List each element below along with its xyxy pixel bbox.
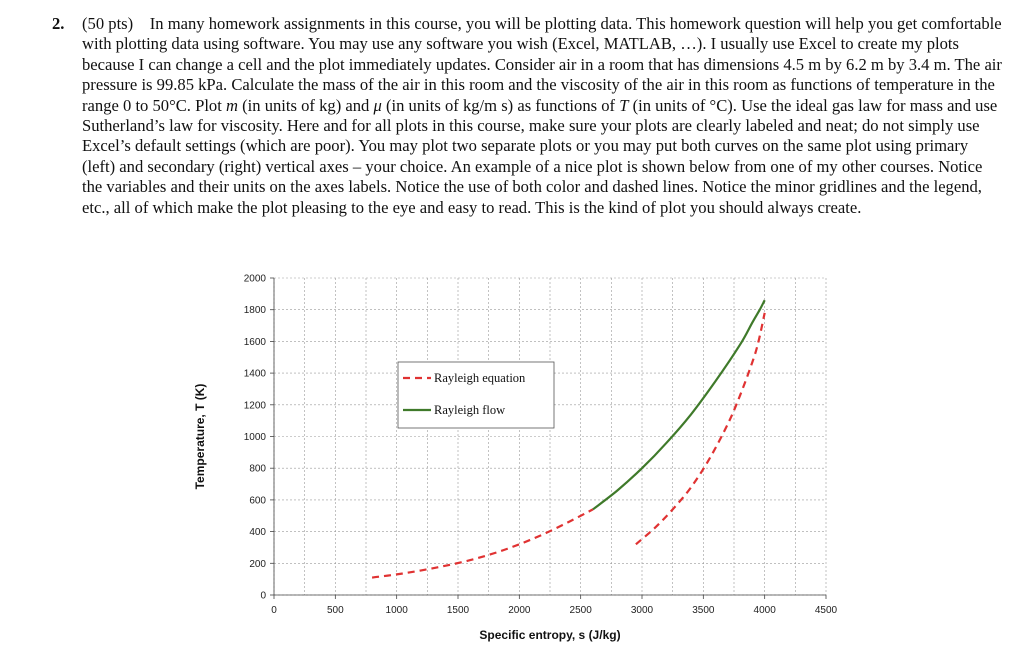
y-tick-label: 400 <box>249 527 266 539</box>
variable-m: m <box>226 95 238 115</box>
example-plot <box>190 264 850 646</box>
variable-T: T <box>619 95 629 115</box>
y-tick-label: 1000 <box>243 432 266 443</box>
x-tick-label: 1500 <box>446 605 470 616</box>
y-tick-label: 200 <box>249 558 266 570</box>
plot-axes <box>270 278 826 599</box>
question-text <box>82 14 1002 218</box>
y-tick-label: 600 <box>249 495 266 507</box>
x-tick-label: 1000 <box>385 605 408 616</box>
curve-rayleigh-equation <box>372 509 593 577</box>
y-tick-label: 1600 <box>243 336 266 348</box>
y-tick-label: 1800 <box>243 305 266 317</box>
y-tick-label: 1400 <box>243 368 266 380</box>
curve-rayleigh-equation-upper-branch <box>636 313 765 544</box>
x-tick-label: 4000 <box>753 605 776 616</box>
x-tick-label: 3500 <box>692 605 715 616</box>
legend-label-rayleigh-flow: Rayleigh flow <box>434 403 506 417</box>
question-block <box>52 14 1002 218</box>
x-tick-label: 4500 <box>814 605 838 616</box>
question-text-part-4: (in units of °C). Use the ideal gas law for mass and use Sutherland’s law for viscosity. Here and for all plots in this course, make sure your plots are clearly labeled and neat; do not simply use Excel’s default settings (which are poor). You may plot two separate plots or you may put both curves on the same plot using primary (left) and secondary (right) vertical axes – your choice. An example of a nice plot is shown below from one of my other courses. Notice the variables and their units on the axes labels. Notice the use of both color and dashed lines. Notice the minor gridlines and the legend, etc., all of which make the plot pleasing to the eye and easy to read. This is the kind of plot you should always create. <box>82 95 998 217</box>
plot-gridlines <box>274 278 826 595</box>
x-axis-label: Specific entropy, s (J/kg) <box>479 628 621 642</box>
legend-label-rayleigh-equation: Rayleigh equation <box>434 371 526 385</box>
variable-mu: μ <box>373 95 382 115</box>
question-number: 2. <box>52 14 65 33</box>
y-tick-label: 1200 <box>243 400 266 412</box>
y-tick-label: 0 <box>260 590 266 602</box>
question-text-part-3: (in units of kg/m s) as functions of <box>381 95 620 115</box>
question-points: (50 pts) <box>82 14 134 33</box>
plot-legend <box>398 362 554 428</box>
question-text-part-1: In many homework assignments in this course, you will be plotting data. This homework question will help you get comfortable with plotting data using software. You may use any software you wish (Excel, MATLAB, …). I usually use Excel to create my plots because I can change a cell and the plot immediately updates. Consider air in a room that has dimensions 4.5 m by 6.2 m by 3.4 m. The air pressure is 99.85 kPa. Calculate the mass of the air in this room and the viscosity of the air in this room as functions of temperature in the range 0 to 50°C. Plot <box>82 14 1002 115</box>
x-tick-label: 2500 <box>569 605 592 616</box>
x-tick-label: 3000 <box>630 605 654 616</box>
y-tick-label: 800 <box>249 463 266 475</box>
plot-curves <box>372 300 765 577</box>
x-tick-label: 0 <box>271 605 277 616</box>
plot-tick-labels <box>244 274 838 617</box>
question-text-part-2: (in units of kg) and <box>237 95 374 115</box>
y-axis-label: Temperature, T (K) <box>193 383 207 490</box>
x-tick-label: 500 <box>326 605 344 616</box>
y-tick-label: 2000 <box>243 273 266 285</box>
x-tick-label: 2000 <box>508 605 531 616</box>
